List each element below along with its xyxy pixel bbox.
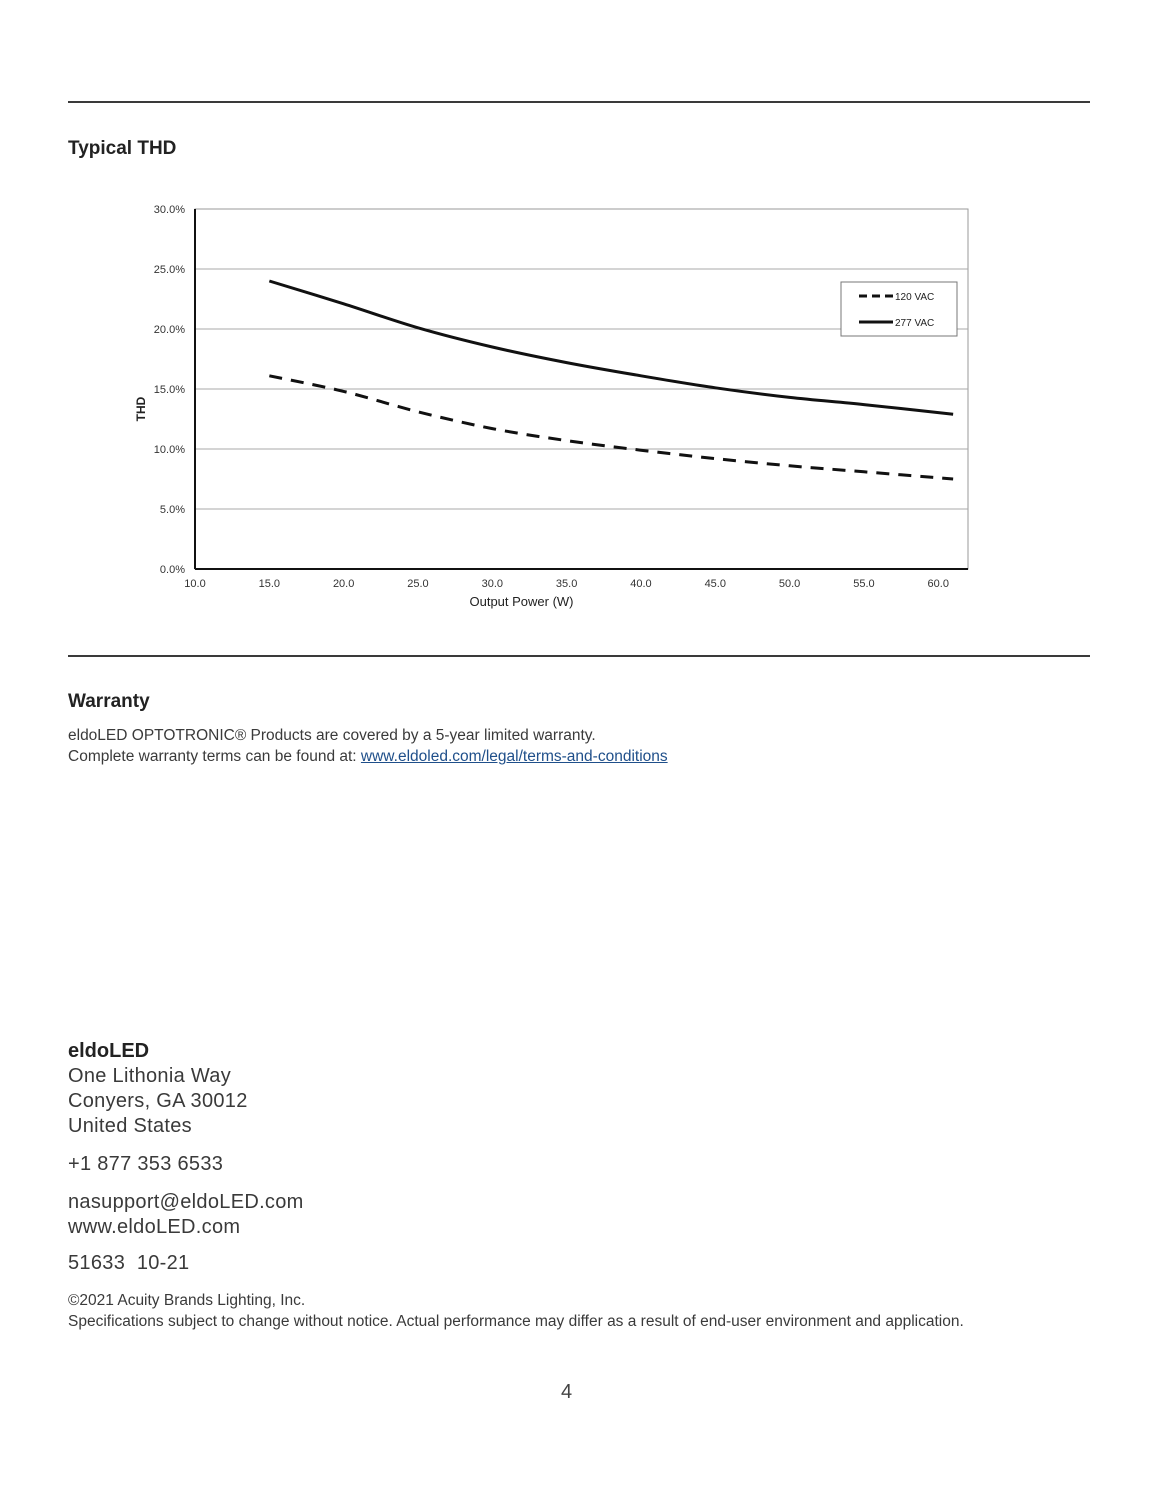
x-tick-label: 50.0: [778, 578, 801, 590]
thd-section-title: Typical THD: [68, 138, 177, 159]
warranty-statement: eldoLED OPTOTRONIC® Products are covered by a 5-year limited warranty.: [68, 727, 596, 744]
x-tick-label: 35.0: [555, 578, 578, 590]
warranty-terms-prefix: Complete warranty terms can be found at:: [68, 748, 361, 765]
x-tick-label: 30.0: [481, 578, 504, 590]
copyright: ©2021 Acuity Brands Lighting, Inc.: [68, 1292, 306, 1309]
disclaimer: Specifications subject to change without notice. Actual performance may differ as a result of end-user environment and application.: [68, 1313, 964, 1330]
thd-chart: [120, 190, 990, 620]
x-tick-label: 25.0: [407, 578, 429, 590]
warranty-title: Warranty: [68, 691, 150, 712]
warranty-body: [68, 725, 668, 767]
y-tick-label: 25.0%: [153, 264, 185, 276]
x-tick-label: 40.0: [630, 578, 652, 590]
warranty-terms-link[interactable]: www.eldoled.com/legal/terms-and-conditions: [360, 748, 668, 765]
document-code: 51633 10-21: [68, 1252, 190, 1274]
x-tick-label: 10.0: [184, 578, 206, 590]
x-tick-label: 20.0: [332, 578, 355, 590]
address-line-2: Conyers, GA 30012: [68, 1090, 248, 1112]
legend-label: 120 VAC: [895, 292, 935, 303]
x-tick-label: 55.0: [853, 578, 875, 590]
contact-block: [68, 1038, 304, 1276]
company-name: eldoLED: [68, 1040, 150, 1062]
middle-divider: [68, 655, 1090, 657]
x-tick-label: 60.0: [927, 578, 949, 590]
y-tick-label: 10.0%: [153, 444, 185, 456]
x-tick-label: 45.0: [704, 578, 726, 590]
y-tick-label: 30.0%: [153, 204, 185, 216]
website: www.eldoLED.com: [68, 1216, 241, 1238]
address-country: United States: [68, 1115, 192, 1137]
legend-label: 277 VAC: [895, 318, 935, 329]
address-line-1: One Lithonia Way: [68, 1065, 232, 1087]
y-axis-title: THD: [134, 396, 148, 422]
warranty-terms-line: [68, 746, 668, 767]
top-divider: [68, 101, 1090, 103]
support-email: nasupport@eldoLED.com: [68, 1191, 304, 1213]
x-tick-label: 15.0: [258, 578, 281, 590]
legal-notice: [68, 1290, 964, 1332]
y-tick-label: 5.0%: [159, 504, 185, 516]
y-tick-label: 15.0%: [153, 384, 185, 396]
phone-number: +1 877 353 6533: [68, 1153, 224, 1175]
page-number: 4: [560, 1381, 573, 1403]
x-axis-title: Output Power (W): [469, 594, 574, 609]
y-tick-label: 20.0%: [153, 324, 185, 336]
y-tick-label: 0.0%: [159, 564, 185, 576]
